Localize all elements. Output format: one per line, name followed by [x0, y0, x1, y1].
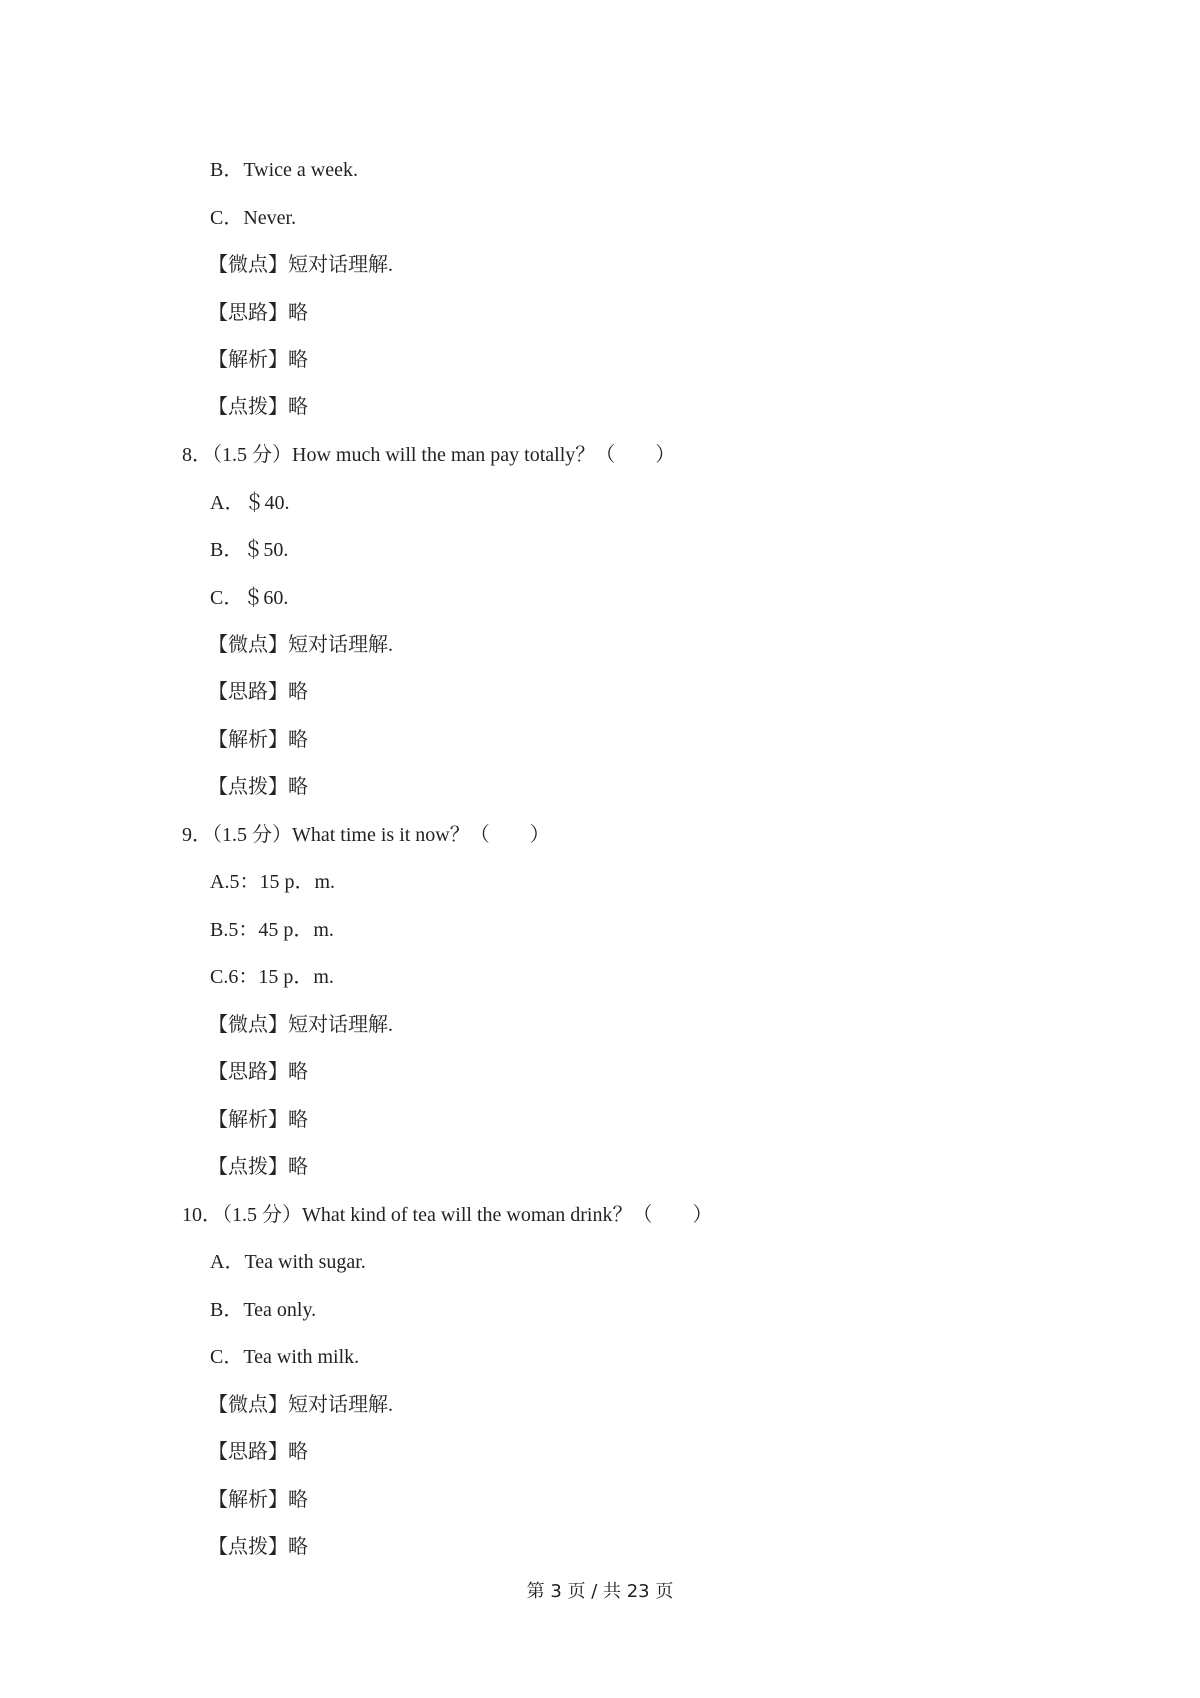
- q10-option-c: C．Tea with milk.: [210, 1346, 360, 1368]
- q8-question: 8．（1.5 分）How much will the man pay totally？（ ）: [182, 444, 676, 466]
- q8-option-c: C．＄60.: [210, 587, 289, 609]
- q8-idea: 【思路】略: [208, 681, 308, 703]
- q9-analysis: 【解析】略: [208, 1109, 308, 1131]
- page-number-footer: 第 3 页 / 共 23 页: [526, 1581, 674, 1602]
- q10-idea: 【思路】略: [208, 1441, 308, 1463]
- q9-tip: 【点拨】略: [208, 1156, 308, 1178]
- q7-tip: 【点拨】略: [208, 396, 308, 418]
- q9-option-b: B.5：45 p．m.: [210, 919, 334, 941]
- q7-point: 【微点】短对话理解.: [208, 254, 393, 276]
- q10-option-a: A．Tea with sugar.: [210, 1251, 366, 1273]
- q9-option-a: A.5：15 p．m.: [210, 871, 335, 893]
- q9-idea: 【思路】略: [208, 1061, 308, 1083]
- q10-analysis: 【解析】略: [208, 1489, 308, 1511]
- q7-analysis: 【解析】略: [208, 349, 308, 371]
- q10-question: 10．（1.5 分）What kind of tea will the woman drink？（ ）: [182, 1204, 713, 1226]
- q8-point: 【微点】短对话理解.: [208, 634, 393, 656]
- q9-option-c: C.6：15 p．m.: [210, 966, 334, 988]
- q9-point: 【微点】短对话理解.: [208, 1014, 393, 1036]
- q8-analysis: 【解析】略: [208, 729, 308, 751]
- q8-tip: 【点拨】略: [208, 776, 308, 798]
- q7-option-b: B．Twice a week.: [210, 159, 358, 181]
- q8-option-a: A．＄40.: [210, 492, 290, 514]
- q10-option-b: B．Tea only.: [210, 1299, 317, 1321]
- q10-point: 【微点】短对话理解.: [208, 1394, 393, 1416]
- q8-option-b: B．＄50.: [210, 539, 289, 561]
- q7-option-c: C．Never.: [210, 207, 297, 229]
- q9-question: 9．（1.5 分）What time is it now？（ ）: [182, 824, 550, 846]
- q7-idea: 【思路】略: [208, 302, 308, 324]
- q10-tip: 【点拨】略: [208, 1536, 308, 1558]
